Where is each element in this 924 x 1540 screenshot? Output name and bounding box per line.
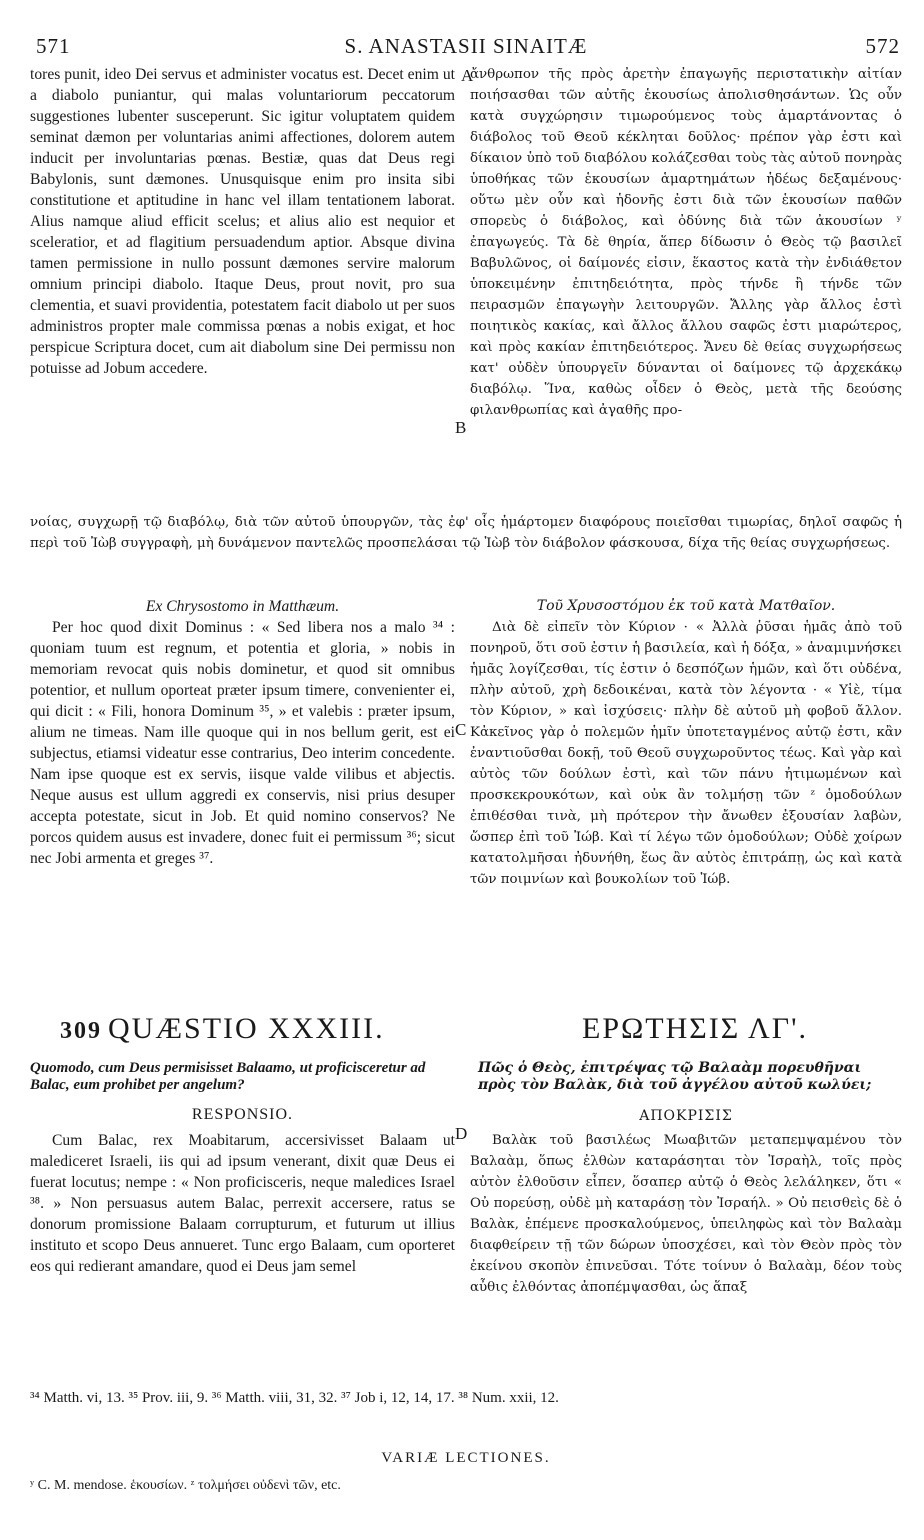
latin-paragraph: Per hoc quod dixit Dominus : « Sed libera nos a malo ³⁴ : quoniam tuum est regnum, et potentia et gloria, » nobis in memoriam revocat quis nobis dominetur, et quod sit omnibus potentior, et nullum oporteat præter ipsum timere, convenienter ei, qui dicit : « Fili, honora Dominum ³⁵, » et valebis : præter ipsum, alium ne timeas. Nam ille quoque qui in nos bellum gerit, est ei subjectus, etiamsi videatur esse contrarius, Deo interim concedente. Nam ipse quoque est ex servis, iisque valde vilibus et abjectis. Neque ausus est ullum aggredi ex conservis, nisi prius desuper accepta potestate, sicut in Job. Et quid nomino conservos? Ne porcos quidem ausus est invadere, donec fuit ei permissum ³⁶; sicut nec Jobi armenta et greges ³⁷. [30, 619, 455, 867]
greek-continuation: νοίας, συγχωρῇ τῷ διαβόλῳ, διὰ τῶν αὐτοῦ ὑπουργῶν, τὰς ἐφ' οἷς ἡμάρτομεν διαφόρους ποιεῖσθαι τιμωρίας, δηλοῖ σαφῶς ἡ περὶ τοῦ Ἰὼβ συγγραφὴ, μὴ δυνάμενον παντελῶς προσπελάσαι τῷ Ἰὼβ τὸν διάβολον φάσκουσα, δίχα τῆς θείας συγχωρήσεως. [30, 515, 902, 551]
greek-column-2 [470, 596, 902, 890]
latin-question-subtitle: Quomodo, cum Deus permisisset Balaamo, ut proficisceretur ad Balac, eum prohibet per angelum? [30, 1060, 426, 1093]
latin-responsio: RESPONSIO. [191, 1106, 294, 1123]
variae-lectiones-title: VARIÆ LECTIONES. [381, 1450, 551, 1466]
greek-question-subtitle: Πῶς ὁ Θεὸς, ἐπιτρέψας τῷ Βαλαὰμ πορευθῆναι πρὸς τὸν Βαλὰκ, διὰ τοῦ ἀγγέλου αὐτοῦ κωλύει; [478, 1060, 872, 1093]
latin-section-title: Ex Chrysostomo in Matthæum. [145, 598, 340, 615]
latin-column-3 [30, 1130, 455, 1277]
greek-apokrisis: ΑΠΟΚΡΙΣΙΣ [639, 1108, 733, 1124]
margin-mark-a: A [461, 66, 474, 85]
latin-paragraph: tores punit, ideo Dei servus et administer vocatus est. Decet enim ut a diabolo puniantur, qui malas voluntariorum peccatorum suggestiones lubenter susceperunt. Sic igitur voluptatem quidem seminat dæmon per voluntarias animi affectiones, dolorem autem inducit per involuntarias pœnas. Bestiæ, quas dat Deus regi Babylonis, sunt dæmones. Unusquisque enim pro insita sibi constitutione et aptitudine in hanc vel illam tentationem laborat. Alius namque aliud efficit scelus; et alius alio est nequior et sceleratior, et ad flagitium persuadendum aptior. Absque divina tamen permissione in nullo possunt dæmones servire malorum omnium principi diabolo. Itaque Deus, prout novit, pro sua clementia, et suavi providentia, potestatem facit diabolo ut per suos administros propter male commissa pœnas a nobis exigat, et hoc perspicue Scriptura docet, cum ait diabolum sine Dei permissu non potuisse ad Jobum accedere. [30, 66, 455, 377]
latin-column-1 [30, 64, 455, 379]
page [30, 0, 902, 1540]
greek-section-title: Τοῦ Χρυσοστόμου ἐκ τοῦ κατὰ Ματθαῖον. [536, 598, 836, 614]
greek-column-3 [470, 1130, 902, 1298]
greek-question-heading: ΕΡΩΤΗΣΙΣ ΛΓ'. [582, 1012, 809, 1045]
margin-mark-d: D [455, 1124, 468, 1143]
latin-paragraph: Cum Balac, rex Moabitarum, accersivisset Balaam ut malediceret Israeli, iis qui ad ipsum venerant, dixit quæ Deus ei fuerat locutus; nempe : « Non proficisceris, neque maledices Israel ³⁸. » Non persuasus autem Balac, perrexit accersere, ratus se donorum promissione Balaam corrupturum, et futurum ut illius instituto et scopo Deus annueret. Tunc ergo Balaam, cum oporteret eos qui redierant amandare, quod ei Deus jam semel [30, 1132, 455, 1275]
footnotes: ³⁴ Matth. vi, 13. ³⁵ Prov. iii, 9. ³⁶ Matth. viii, 31, 32. ³⁷ Job i, 12, 14, 17. ³⁸ Num. xxii, 12. [30, 1390, 559, 1406]
right-page-number: 572 [865, 34, 900, 58]
running-header [30, 34, 902, 60]
margin-mark-c: C [455, 720, 467, 739]
margin-mark-b: B [455, 418, 467, 437]
latin-column-2 [30, 596, 455, 869]
greek-paragraph: ἄνθρωπον τῆς πρὸς ἀρετὴν ἐπαγωγῆς περιστατικὴν αἰτίαν ποιήσασθαι τῶν αὐτῆς ἑκουσίως ἀπολισθησάντων. Ὡς οὖν κατὰ συγχώρησιν τιμωρούμενος τοὺς ἁμαρτάνοντας ὁ διάβολος τοῦ Θεοῦ κέκληται δοῦλος· πρέπον γὰρ ἐστι καὶ δίκαιον ὑπὸ τοῦ διαβόλου κολάζεσθαι τοὺς τὰς αὐτοῦ πονηρὰς ὑποθήκας τῶν ἑκουσίων ἁμαρτημάτων ἡδέως δεξαμένους· οὕτω μὲν οὖν καὶ ἡδονῆς ἐστι διὰ τῶν ἑκουσίων παθῶν σπορεὺς ὁ διάβολος, καὶ ὀδύνης διὰ τῶν ἀκουσίων ʸ ἐπαγωγεύς. Τὰ δὲ θηρία, ἅπερ δίδωσιν ὁ Θεὸς τῷ βασιλεῖ Βαβυλῶνος, οἱ δαίμονές εἰσιν, ἕκαστος κατὰ τὴν ἐνδιάθετον ὑποκειμένην ἐπιτηδειότητα, πρὸς τήνδε ἢ τήνδε τῶν πειρασμῶν ἐπαγωγὴν λειτουργῶν. Ἄλλης γὰρ ἄλλος ἐστὶ ποιητικὸς κακίας, καὶ ἄλλος ἄλλου σαφῶς ἐστι μιαρώτερος, καὶ πρὸς κακίαν ἐπιτηδειότερος. Ἄνευ δὲ θείας συγχωρήσεως κατ' οὐδὲν ὑπουργεῖν δύνανται οἱ δαίμονες τῷ ἀρχεκάκῳ διαβόλῳ. Ἵνα, καθὼς οἶδεν ὁ Θεὸς, μετὰ τῆς δεούσης φιλανθρωπίας καὶ ἀγαθῆς προ- [470, 67, 902, 418]
variae-lectiones-line: ʸ C. M. mendose. ἑκουσίων. ᶻ τολμήσει οὐδενὶ τῶν, etc. [30, 1478, 341, 1493]
greek-column-1 [470, 64, 902, 421]
question-number: 309 [60, 1018, 102, 1044]
latin-question-heading [60, 1012, 385, 1046]
left-page-number: 571 [36, 34, 71, 58]
greek-full-width [30, 512, 902, 554]
running-title: S. ANASTASII SINAITÆ [344, 34, 588, 58]
latin-question-title: QUÆSTIO XXXIII. [108, 1012, 385, 1045]
greek-paragraph: Διὰ δὲ εἰπεῖν τὸν Κύριον · « Ἀλλὰ ῥῦσαι ἡμᾶς ἀπὸ τοῦ πονηροῦ, ὅτι σοῦ ἐστιν ἡ βασιλεία, καὶ ἡ δόξα, » ἀναμιμνήσκει ἡμᾶς λογίζεσθαι, τίς ἐστιν ὁ δεσπόζων ἡμῶν, καὶ ὅτι οὐδένα, πλὴν αὐτοῦ, χρὴ δεδοικέναι, κατὰ τὸν λέγοντα · « Υἱὲ, τίμα τὸν Κύριον, » καὶ ἰσχύσεις· πλὴν δὲ αὐτοῦ μὴ φοβοῦ ἄλλον. Κἀκεῖνος γὰρ ὁ πολεμῶν ἡμῖν ὑποτεταγμένος αὐτῷ ἐστι, κἂν ἐναντιοῦσθαι δοκῇ, τοῦ Θεοῦ συγχωροῦντος τέως. Καὶ γὰρ καὶ αὐτὸς τῶν δούλων ἐστὶ, καὶ τῶν πάνυ ἠτιμωμένων καὶ προσκεκρουκότων, καὶ οὐκ ἂν τολμήσῃ τῶν ᶻ ὁμοδούλων ἐπιθέσθαι τινὰ, μὴ πρότερον τὴν ἄνωθεν ἐξουσίαν λαβὼν, ὥσπερ ἐπὶ τοῦ Ἰώβ. Καὶ τί λέγω τῶν ὁμοδούλων; Οὐδὲ χοίρων κατατολμῆσαι ἠδυνήθη, ἕως ἂν αὐτὸς ἐπιτράπῃ, ὡς καὶ κατὰ τῶν ποιμνίων καὶ βουκολίων τοῦ Ἰώβ. [470, 620, 902, 887]
greek-paragraph: Βαλὰκ τοῦ βασιλέως Μωαβιτῶν μεταπεμψαμένου τὸν Βαλαὰμ, ὅπως ἐλθὼν καταράσηται τὸν Ἰσραὴλ, τοῖς πρὸς αὐτὸν ἐλθοῦσιν εἶπεν, ὅσαπερ αὐτῷ ὁ Θεὸς λελάληκεν, ὅτι « Οὐ πορεύσῃ, οὐδὲ μὴ καταράσῃ τὸν Ἰσραήλ. » Οὐ πεισθεὶς δὲ ὁ Βαλὰκ, ἐπέμενε προσκαλούμενος, ὑπειληφὼς καὶ τὸν Βαλαὰμ διαφθείρειν τῇ τῶν δώρων ὑποσχέσει, καὶ τὸν Θεὸν πρὸς τὸν ἐκείνου σκοπὸν ἐπινεῦσαι. Τότε τοίνυν ὁ Βαλαὰμ, δέον τοὺς αὖθις ἐλθόντας ἀποπέμψασθαι, ὡς ἅπαξ [470, 1133, 902, 1295]
